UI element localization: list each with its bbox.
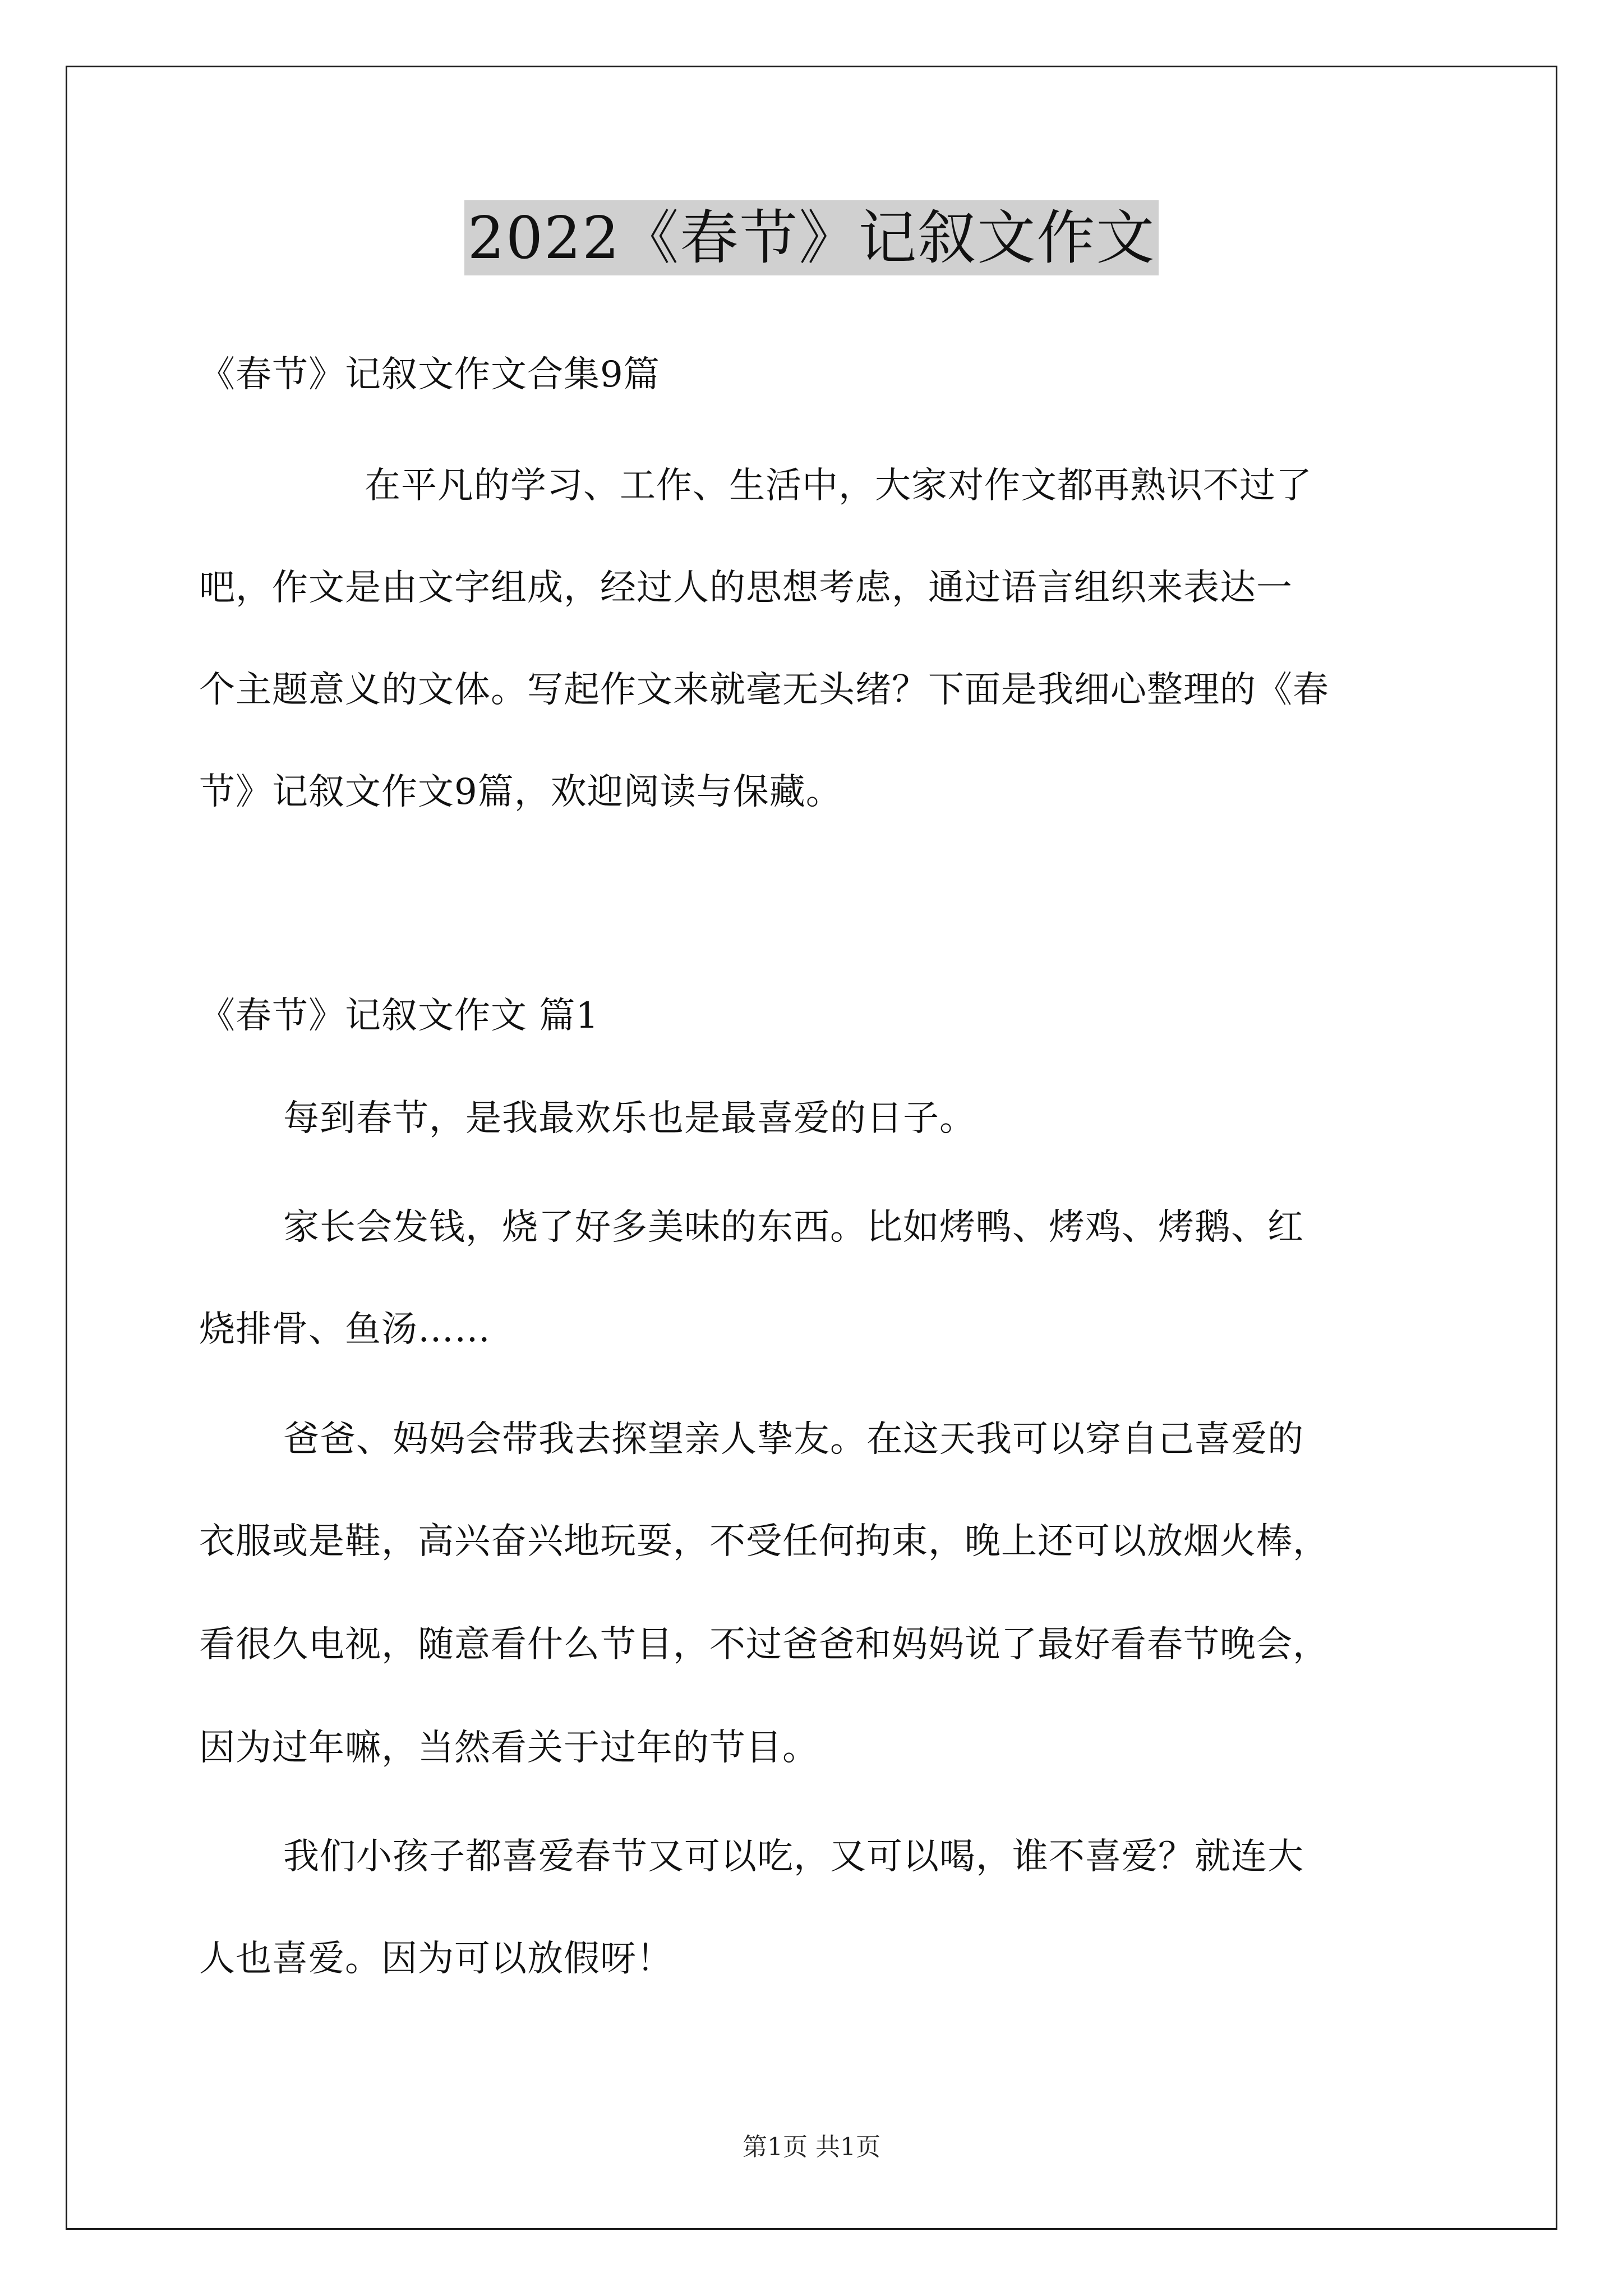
body-line-4: 爸爸、妈妈会带我去探望亲人挚友。在这天我可以穿自己喜爱的 bbox=[283, 1419, 1304, 1460]
body-line-3: 烧排骨、鱼汤…… bbox=[199, 1309, 491, 1350]
intro-line-4: 节》记叙文作文9篇，欢迎阅读与保藏。 bbox=[199, 771, 842, 813]
body-line-6: 看很久电视，随意看什么节目，不过爸爸和妈妈说了最好看春节晚会， bbox=[199, 1624, 1329, 1665]
body-line-5: 衣服或是鞋，高兴奋兴地玩耍，不受任何拘束，晚上还可以放烟火棒， bbox=[199, 1521, 1329, 1562]
intro-line-2: 吧，作文是由文字组成，经过人的思想考虑，通过语言组织来表达一 bbox=[199, 567, 1293, 609]
body-line-9: 人也喜爱。因为可以放假呀！ bbox=[199, 1938, 673, 1980]
intro-line-1: 在平凡的学习、工作、生活中，大家对作文都再熟识不过了 bbox=[365, 465, 1312, 507]
title-container bbox=[0, 200, 1623, 275]
intro-line-3: 个主题意义的文体。写起作文来就毫无头绪？下面是我细心整理的《春 bbox=[199, 669, 1329, 711]
body-line-1: 每到春节，是我最欢乐也是最喜爱的日子。 bbox=[283, 1098, 976, 1139]
collection-heading: 《春节》记叙文作文合集9篇 bbox=[199, 354, 660, 395]
body-line-7: 因为过年嘛，当然看关于过年的节目。 bbox=[199, 1727, 819, 1769]
document-title: 2022《春节》记叙文作文 bbox=[464, 200, 1159, 275]
section-heading: 《春节》记叙文作文 篇1 bbox=[199, 995, 600, 1037]
body-line-8: 我们小孩子都喜爱春节又可以吃，又可以喝，谁不喜爱？就连大 bbox=[283, 1836, 1304, 1878]
body-line-2: 家长会发钱，烧了好多美味的东西。比如烤鸭、烤鸡、烤鹅、红 bbox=[283, 1207, 1304, 1248]
page-footer: 第1页 共1页 bbox=[743, 2133, 880, 2161]
